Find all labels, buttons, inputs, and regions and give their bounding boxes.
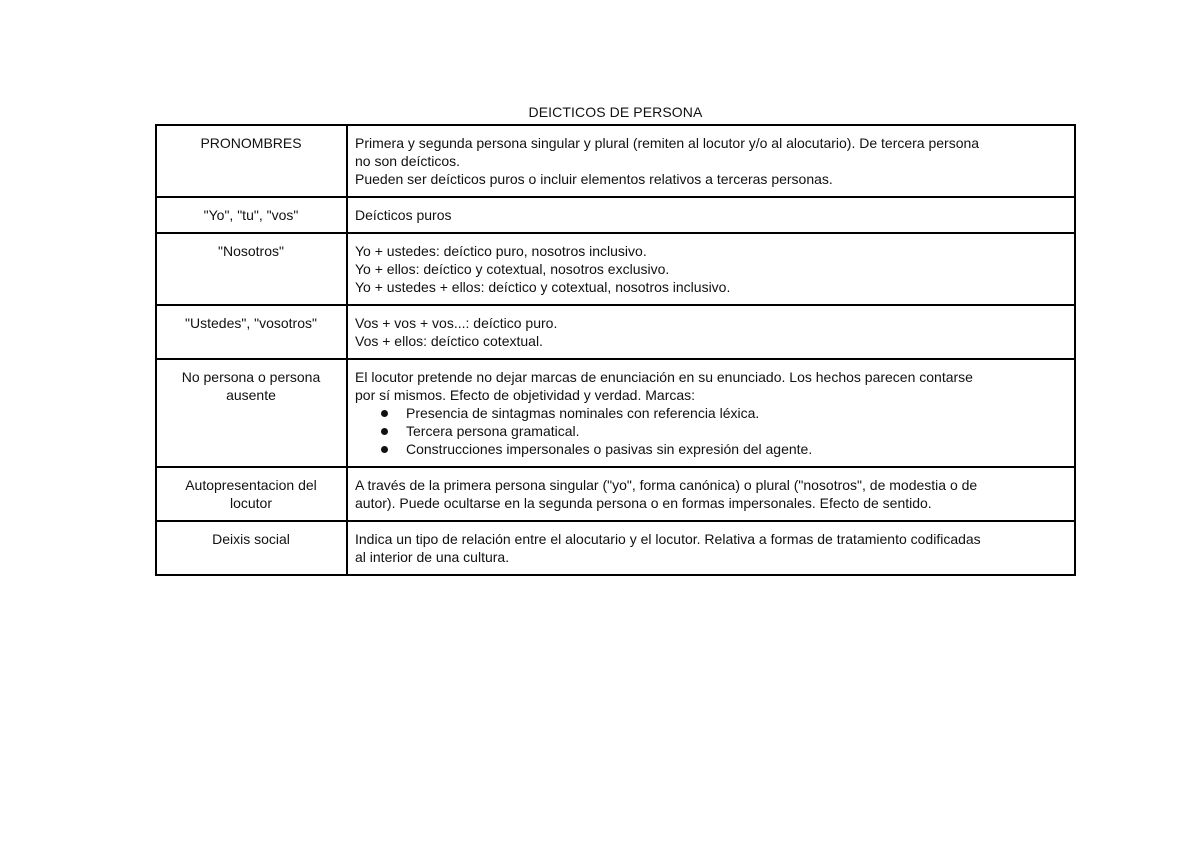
bullet-icon bbox=[381, 428, 388, 435]
description-line: Pueden ser deícticos puros o incluir elementos relativos a terceras personas. bbox=[355, 171, 833, 187]
table-row bbox=[156, 233, 1075, 305]
description-cell bbox=[347, 197, 1075, 233]
description-line: Vos + ellos: deíctico cotextual. bbox=[355, 333, 543, 349]
term-cell bbox=[156, 359, 347, 467]
table-row bbox=[156, 197, 1075, 233]
term-cell bbox=[156, 233, 347, 305]
term-label: ausente bbox=[226, 387, 276, 403]
list-item-text: Tercera persona gramatical. bbox=[406, 423, 580, 439]
term-cell bbox=[156, 125, 347, 197]
term-label: Autopresentacion del bbox=[185, 477, 317, 493]
bullet-icon bbox=[381, 410, 388, 417]
list-item bbox=[355, 422, 1066, 440]
description-line: por sí mismos. Efecto de objetividad y verdad. Marcas: bbox=[355, 387, 696, 403]
bullet-icon bbox=[381, 446, 388, 453]
description-line: Yo + ustedes: deíctico puro, nosotros inclusivo. bbox=[355, 243, 647, 259]
description-cell bbox=[347, 233, 1075, 305]
term-cell bbox=[156, 521, 347, 575]
description-line: El locutor pretende no dejar marcas de enunciación en su enunciado. Los hechos parecen contarse bbox=[355, 369, 973, 385]
list-item bbox=[355, 404, 1066, 422]
description-line: al interior de una cultura. bbox=[355, 549, 510, 565]
description-cell bbox=[347, 467, 1075, 521]
description-line: A través de la primera persona singular ("yo", forma canónica) o plural ("nosotros", de modestia o de bbox=[355, 477, 978, 493]
list-item-text: Construcciones impersonales o pasivas sin expresión del agente. bbox=[406, 441, 813, 457]
marks-list bbox=[355, 404, 1066, 458]
term-label: Deixis social bbox=[212, 531, 290, 547]
document-title: DEICTICOS DE PERSONA bbox=[528, 104, 703, 120]
description-cell bbox=[347, 125, 1075, 197]
table-row bbox=[156, 521, 1075, 575]
table-row bbox=[156, 467, 1075, 521]
description-line: Vos + vos + vos...: deíctico puro. bbox=[355, 315, 558, 331]
table-row bbox=[156, 125, 1075, 197]
description-cell bbox=[347, 359, 1075, 467]
term-label: No persona o persona bbox=[181, 369, 321, 385]
table-row bbox=[156, 305, 1075, 359]
description-cell bbox=[347, 521, 1075, 575]
description-line: Yo + ustedes + ellos: deíctico y cotextual, nosotros inclusivo. bbox=[355, 279, 731, 295]
description-line: Yo + ellos: deíctico y cotextual, nosotros exclusivo. bbox=[355, 261, 670, 277]
deictics-table bbox=[155, 124, 1076, 576]
term-label: "Yo", "tu", "vos" bbox=[203, 207, 299, 223]
term-cell bbox=[156, 197, 347, 233]
list-item-text: Presencia de sintagmas nominales con referencia léxica. bbox=[406, 405, 760, 421]
description-line: Deícticos puros bbox=[355, 207, 452, 223]
term-cell bbox=[156, 467, 347, 521]
list-item bbox=[355, 440, 1066, 458]
term-label: PRONOMBRES bbox=[200, 135, 302, 151]
description-line: no son deícticos. bbox=[355, 153, 461, 169]
description-line: Primera y segunda persona singular y plural (remiten al locutor y/o al alocutario). De tercera persona bbox=[355, 135, 980, 151]
term-cell bbox=[156, 305, 347, 359]
description-cell bbox=[347, 305, 1075, 359]
description-line: autor). Puede ocultarse en la segunda persona o en formas impersonales. Efecto de sentido. bbox=[355, 495, 932, 511]
term-label: "Nosotros" bbox=[218, 243, 284, 259]
term-label: locutor bbox=[229, 495, 273, 511]
term-label: "Ustedes", "vosotros" bbox=[185, 315, 317, 331]
table-row bbox=[156, 359, 1075, 467]
description-line: Indica un tipo de relación entre el alocutario y el locutor. Relativa a formas de tratamiento codificadas bbox=[355, 531, 981, 547]
